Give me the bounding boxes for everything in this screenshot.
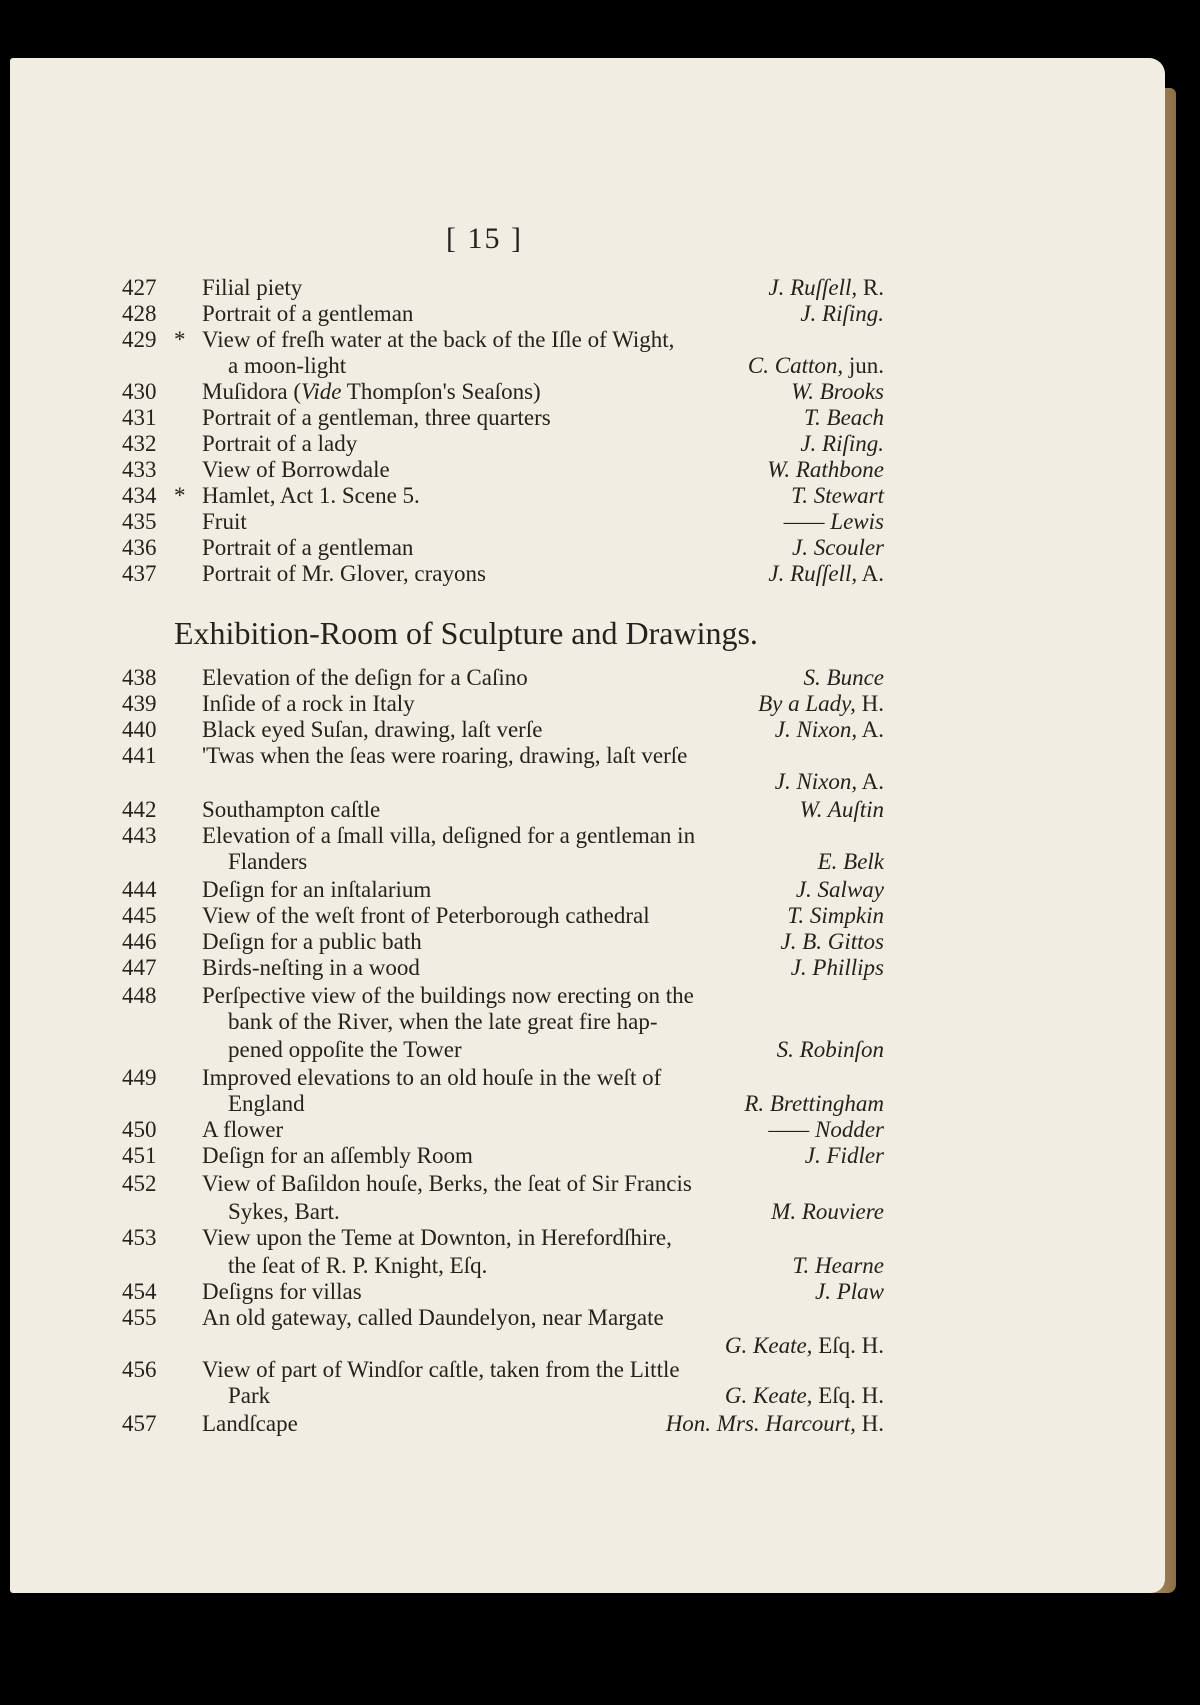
entry-title: View of freſh water at the back of the Iſle of Wight, [202, 327, 675, 352]
entry-number: 453 [122, 1225, 157, 1250]
entry-artist: G. Keate, Eſq. H. [724, 1333, 884, 1358]
catalogue-entry [0, 823, 1200, 849]
entry-artist: W. Auſtin [799, 797, 884, 822]
entry-number: 436 [122, 535, 157, 560]
entry-number: 444 [122, 877, 157, 902]
catalogue-entry-continuation [0, 1199, 1200, 1225]
entry-title-continuation: Sykes, Bart. [228, 1199, 340, 1224]
entry-title: Fruit [202, 509, 247, 534]
entry-number: 437 [122, 561, 157, 586]
entry-title: Muſidora (Vide Thompſon's Seaſons) [202, 379, 541, 404]
catalogue-entry [0, 1117, 1200, 1143]
entry-title: Deſigns for villas [202, 1279, 362, 1304]
entry-artist: J. Ruſſell, R. [768, 275, 884, 300]
catalogue-entry-continuation [0, 1383, 1200, 1409]
entry-title: Birds-neſting in a wood [202, 955, 420, 980]
entry-number: 445 [122, 903, 157, 928]
entry-number: 447 [122, 955, 157, 980]
entry-number: 431 [122, 405, 157, 430]
catalogue-entry-continuation [0, 1253, 1200, 1279]
catalogue-entry [0, 1305, 1200, 1331]
entry-artist: J. Phillips [790, 955, 884, 980]
catalogue-entry-continuation [0, 1009, 1200, 1035]
entry-artist: J. Riſing. [800, 431, 884, 456]
catalogue-entry [0, 483, 1200, 509]
entry-title: Elevation of a ſmall villa, deſigned for a gentleman in [202, 823, 696, 848]
entry-title: A flower [202, 1117, 284, 1142]
catalogue-entry [0, 903, 1200, 929]
entry-number: 435 [122, 509, 157, 534]
entry-number: 456 [122, 1357, 157, 1382]
catalogue-entry-continuation [0, 769, 1200, 795]
entry-title: Deſign for a public bath [202, 929, 422, 954]
entry-number: 454 [122, 1279, 157, 1304]
entry-number: 450 [122, 1117, 157, 1142]
entry-artist: J. Riſing. [800, 301, 884, 326]
entry-number: 427 [122, 275, 157, 300]
catalogue-entry [0, 509, 1200, 535]
entry-artist: S. Bunce [803, 665, 884, 690]
entry-title-continuation: the ſeat of R. P. Knight, Eſq. [228, 1253, 488, 1278]
catalogue-entry [0, 535, 1200, 561]
entry-title: Filial piety [202, 275, 303, 300]
entry-artist: R. Brettingham [744, 1091, 884, 1116]
catalogue-entry [0, 929, 1200, 955]
entry-title: Inſide of a rock in Italy [202, 691, 415, 716]
entry-number: 433 [122, 457, 157, 482]
catalogue-entry [0, 561, 1200, 587]
entry-artist: C. Catton, jun. [747, 353, 884, 378]
catalogue-entry [0, 457, 1200, 483]
entry-number: 449 [122, 1065, 157, 1090]
entry-number: 442 [122, 797, 157, 822]
entry-number: 448 [122, 983, 157, 1008]
catalogue-entry [0, 1065, 1200, 1091]
catalogue-entry [0, 1279, 1200, 1305]
catalogue-entry [0, 665, 1200, 691]
entry-title: Improved elevations to an old houſe in the weſt of [202, 1065, 662, 1090]
entry-artist: Hon. Mrs. Harcourt, H. [665, 1411, 884, 1436]
entry-title: Portrait of a lady [202, 431, 358, 456]
entry-number: 438 [122, 665, 157, 690]
entry-number: 451 [122, 1143, 157, 1168]
entry-title: Black eyed Suſan, drawing, laſt verſe [202, 717, 543, 742]
entry-number: 428 [122, 301, 157, 326]
entry-title-continuation: a moon-light [228, 353, 347, 378]
catalogue-entry [0, 1171, 1200, 1197]
entry-artist: —— Lewis [783, 509, 884, 534]
entry-number: 443 [122, 823, 157, 848]
new-work-asterisk: * [174, 483, 186, 508]
entry-title: View of part of Windſor caſtle, taken from the Little [202, 1357, 680, 1382]
entry-number: 455 [122, 1305, 157, 1330]
entry-artist: W. Rathbone [767, 457, 884, 482]
entry-title: Elevation of the deſign for a Caſino [202, 665, 528, 690]
catalogue-entry [0, 301, 1200, 327]
catalogue-entry [0, 743, 1200, 769]
entry-title: View upon the Teme at Downton, in Herefordſhire, [202, 1225, 672, 1250]
entry-number: 457 [122, 1411, 157, 1436]
page-number: [ 15 ] [446, 222, 523, 255]
catalogue-entry-continuation [0, 1333, 1200, 1359]
entry-title: Portrait of a gentleman, three quarters [202, 405, 551, 430]
entry-title: Portrait of Mr. Glover, crayons [202, 561, 486, 586]
catalogue-entry [0, 327, 1200, 353]
entry-artist: J. Ruſſell, A. [768, 561, 884, 586]
entry-artist: J. Fidler [804, 1143, 884, 1168]
catalogue-entry-continuation [0, 1037, 1200, 1063]
entry-title: 'Twas when the ſeas were roaring, drawing, laſt verſe [202, 743, 688, 768]
entry-number: 446 [122, 929, 157, 954]
entry-artist: T. Stewart [791, 483, 884, 508]
catalogue-entry [0, 1357, 1200, 1383]
entry-artist: —— Nodder [768, 1117, 884, 1142]
catalogue-entry [0, 275, 1200, 301]
catalogue-entry [0, 717, 1200, 743]
entry-title: Deſign for an aſſembly Room [202, 1143, 473, 1168]
entry-number: 452 [122, 1171, 157, 1196]
catalogue-entry-continuation [0, 849, 1200, 875]
entry-title: Southampton caſtle [202, 797, 381, 822]
entry-artist: By a Lady, H. [758, 691, 884, 716]
entry-title: Perſpective view of the buildings now erecting on the [202, 983, 694, 1008]
entry-artist: T. Simpkin [787, 903, 884, 928]
section-heading: Exhibition-Room of Sculpture and Drawings. [174, 615, 758, 651]
entry-number: 440 [122, 717, 157, 742]
catalogue-entry [0, 955, 1200, 981]
entry-title: View of Baſildon houſe, Berks, the ſeat of Sir Francis [202, 1171, 692, 1196]
catalogue-entry [0, 431, 1200, 457]
entry-artist: J. Plaw [815, 1279, 884, 1304]
catalogue-entry-continuation [0, 1091, 1200, 1117]
entry-title-continuation: Flanders [228, 849, 308, 874]
entry-artist: S. Robinſon [776, 1037, 884, 1062]
entry-number: 434 [122, 483, 157, 508]
entry-artist: T. Hearne [792, 1253, 884, 1278]
entry-artist: E. Belk [817, 849, 884, 874]
catalogue-entry [0, 379, 1200, 405]
entry-artist: J. Nixon, A. [774, 769, 884, 794]
entry-title-continuation: Park [228, 1383, 271, 1408]
new-work-asterisk: * [174, 327, 186, 352]
entry-title: Portrait of a gentleman [202, 301, 414, 326]
entry-artist: T. Beach [803, 405, 884, 430]
entry-title-continuation: England [228, 1091, 305, 1116]
entry-title-continuation: pened oppoſite the Tower [228, 1037, 462, 1062]
catalogue-entry [0, 405, 1200, 431]
catalogue-entry [0, 1225, 1200, 1251]
entry-title: Deſign for an inſtalarium [202, 877, 432, 902]
entry-title: View of the weſt front of Peterborough cathedral [202, 903, 650, 928]
entry-title: View of Borrowdale [202, 457, 390, 482]
entry-title-continuation: bank of the River, when the late great fire hap- [228, 1009, 658, 1034]
catalogue-entry [0, 877, 1200, 903]
entry-artist: G. Keate, Eſq. H. [724, 1383, 884, 1408]
catalogue-entry [0, 691, 1200, 717]
entry-number: 429 [122, 327, 157, 352]
entry-artist: J. Nixon, A. [774, 717, 884, 742]
entry-title: Hamlet, Act 1. Scene 5. [202, 483, 420, 508]
entry-title: Landſcape [202, 1411, 298, 1436]
catalogue-entry [0, 983, 1200, 1009]
entry-artist: W. Brooks [791, 379, 884, 404]
catalogue-entry [0, 797, 1200, 823]
entry-number: 441 [122, 743, 157, 768]
entry-title: An old gateway, called Daundelyon, near Margate [202, 1305, 664, 1330]
entry-number: 439 [122, 691, 157, 716]
entry-number: 432 [122, 431, 157, 456]
entry-title: Portrait of a gentleman [202, 535, 414, 560]
catalogue-entry-continuation [0, 353, 1200, 379]
entry-artist: J. B. Gittos [780, 929, 884, 954]
entry-artist: J. Scouler [792, 535, 884, 560]
entry-artist: M. Rouviere [771, 1199, 884, 1224]
catalogue-entry [0, 1143, 1200, 1169]
entry-number: 430 [122, 379, 157, 404]
entry-artist: J. Salway [795, 877, 884, 902]
catalogue-entry [0, 1411, 1200, 1437]
